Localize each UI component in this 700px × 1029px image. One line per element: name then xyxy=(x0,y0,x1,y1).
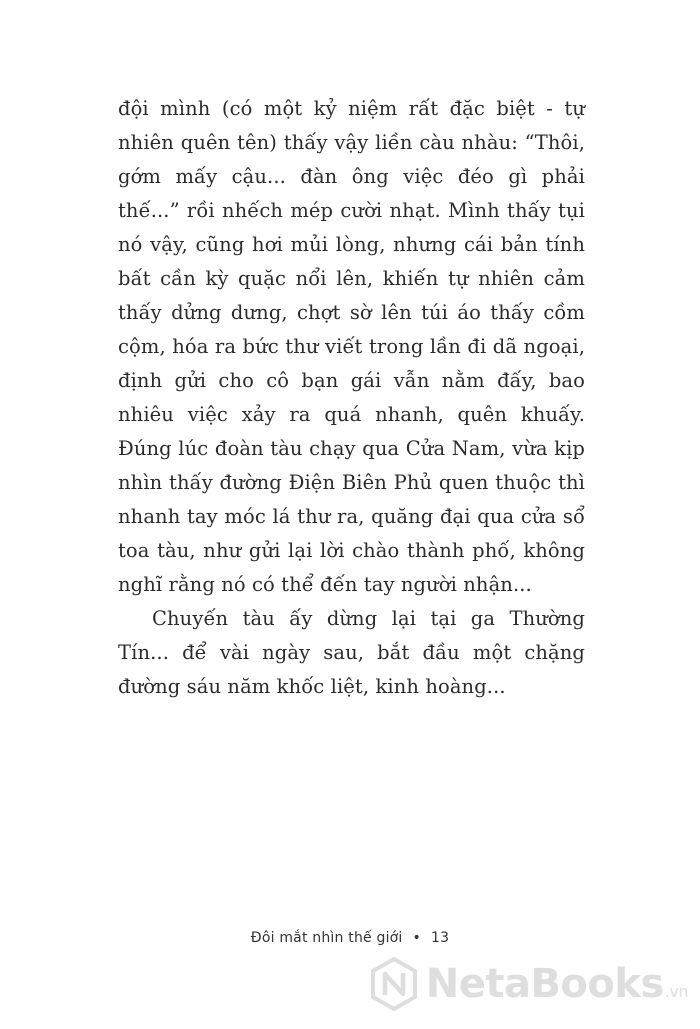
running-title: Đôi mắt nhìn thế giới xyxy=(250,930,403,946)
page-number: 13 xyxy=(430,930,450,946)
watermark-brand: NetaBooks.vn xyxy=(425,961,688,1007)
paragraph-2: Chuyến tàu ấy dừng lại tại ga Thường Tín... để vài ngày sau, bắt đầu một chặng đường sáu năm khốc liệt, kinh hoàng... xyxy=(118,607,585,698)
watermark xyxy=(370,957,688,1011)
paragraph-1: đội mình (có một kỷ niệm rất đặc biệt - tự nhiên quên tên) thấy vậy liền càu nhàu: “Thôi, gớm mấy cậu... đàn ông việc đéo gì phải thế...” rồi nhếch mép cười nhạt. Mình thấy tụi nó vậy, cũng hơi mủi lòng, nhưng cái bản tính bất cần kỳ quặc nổi lên, khiến tự nhiên cảm thấy dửng dưng, chợt sờ lên túi áo thấy cồm cộm, hóa ra bức thư viết trong lần đi dã ngoại, định gửi cho cô bạn gái vẫn nằm đấy, bao nhiêu việc xảy ra quá nhanh, quên khuấy. Đúng lúc đoàn tàu chạy qua Cửa Nam, vừa kịp nhìn thấy đường Điện Biên Phủ quen thuộc thì nhanh tay móc lá thư ra, quăng đại qua cửa sổ toa tàu, như gửi lại lời chào thành phố, không nghĩ rằng nó có thể đến tay người nhận... xyxy=(118,97,585,596)
netabooks-logo-icon xyxy=(370,957,418,1011)
page-footer xyxy=(0,930,700,946)
watermark-suffix: .vn xyxy=(664,982,688,1001)
page-body xyxy=(118,92,585,704)
footer-separator: • xyxy=(412,930,421,946)
